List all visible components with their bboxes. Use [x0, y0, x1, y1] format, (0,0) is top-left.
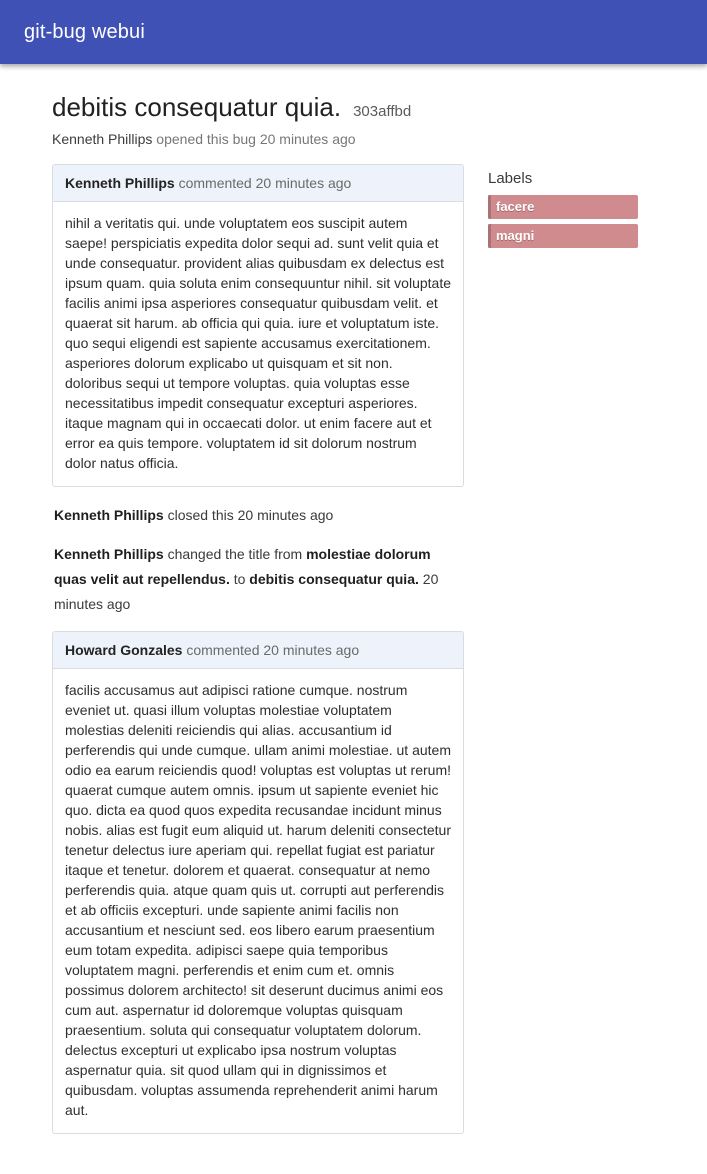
comment-author[interactable]: Howard Gonzales: [65, 641, 183, 658]
event-text: closed this 20 minutes ago: [167, 506, 334, 523]
event-author[interactable]: Kenneth Phillips: [54, 506, 164, 523]
bug-header: [52, 92, 659, 150]
comment-meta: commented 20 minutes ago: [178, 174, 352, 191]
event-prefix: changed the title from: [167, 545, 303, 562]
bug-hash: 303affbd: [353, 103, 412, 120]
bug-opened-text: opened this bug 20 minutes ago: [156, 131, 356, 148]
labels-title: Labels: [488, 169, 533, 187]
bug-title-row: [52, 92, 659, 123]
event-old-title: molestiae dolorum quas velit aut repellendus.: [54, 545, 431, 587]
comment-card: [52, 631, 464, 1134]
timeline-event-closed: [52, 503, 464, 528]
timeline-event-title-change: [52, 542, 464, 617]
comment-body: nihil a veritatis qui. unde voluptatem eos suscipit autem saepe! perspiciatis expedita dolor sequi ad. sunt velit quia et unde consequatur. provident alias quibusdam ex delectus est ipsum quam. quia soluta enim consequuntur nihil. sit voluptate facilis animi ipsa asperiores consequatur quibusdam velit. et quaerat sit harum. ab officia qui quia. iure et voluptatum iste. quo sequi eligendi est sapiente accusamus exercitationem. asperiores dolorum explicabo ut quisquam et sit non. doloribus sequi ut tempore voluptas. quia voluptas esse necessitatibus impedit consequatur excepturi asperiores. itaque magnam qui in occaecati dolor. ut enim facere aut et error ea quis tempore. voluptatem id sit dolorum nostrum dolor natus officia.: [65, 214, 451, 471]
comment-meta: commented 20 minutes ago: [186, 641, 360, 658]
event-author[interactable]: Kenneth Phillips: [54, 545, 164, 562]
label-list: [488, 195, 638, 248]
timeline-column: [52, 164, 464, 1150]
content-columns: [52, 164, 659, 1150]
event-new-title: debitis consequatur quia.: [249, 570, 419, 587]
comment-header: [53, 632, 463, 669]
label-name: facere: [496, 198, 535, 214]
bug-page: [0, 64, 707, 1174]
label-name: magni: [496, 227, 535, 243]
sidebar: [488, 164, 659, 253]
comment-header: [53, 165, 463, 202]
label-chip[interactable]: [488, 224, 638, 248]
comment-body: facilis accusamus aut adipisci ratione cumque. nostrum eveniet ut. quasi illum voluptas molestiae voluptatem molestias deleniti reiciendis qui alias. accusantium id perferendis qui unde cumque. ullam animi molestiae. ut autem odio ea earum reiciendis quod! voluptas est voluptas ut rerum! quaerat cumque autem omnis. ipsum ut sapiente eveniet hic quo. dicta ea quod quos expedita recusandae incidunt minus nobis. alias est fugit eum aliquid ut. harum deleniti consectetur tenetur delectus iure aperiam qui. repellat fugiat est pariatur itaque et tenetur. dolorem et quaerat. consequatur at nemo perferendis quia. atque quam quis ut. corrupti aut perferendis et ab officiis excepturi. unde sapiente animi facilis non accusantium et nesciunt sed. eos libero earum praesentium eum totam expedita. adipisci saepe quia temporibus voluptatem magni. perferendis et enim cum et. omnis possimus dolorem architecto! sit deserunt ducimus animi eos cum aut. aspernatur id doloremque voluptas quisquam praesentium. soluta qui consequatur voluptatem dolorum. delectus excepturi ut explicabo ipsa nostrum voluptas aspernatur quia. sit quod ullam qui in dignissimos et quibusdam. voluptas assumenda reprehenderit animi harum aut.: [65, 682, 451, 1119]
label-chip[interactable]: [488, 195, 638, 219]
app-title: git-bug webui: [24, 21, 145, 43]
comment-author[interactable]: Kenneth Phillips: [65, 174, 175, 191]
comment-card: [52, 164, 464, 487]
event-suffix: 20 minutes ago: [54, 570, 439, 612]
page-title: debitis consequatur quia.: [52, 92, 342, 122]
event-middle: to: [233, 570, 246, 587]
bug-subtitle: [52, 130, 659, 150]
bug-author[interactable]: Kenneth Phillips: [52, 131, 153, 148]
app-bar: [0, 0, 707, 64]
